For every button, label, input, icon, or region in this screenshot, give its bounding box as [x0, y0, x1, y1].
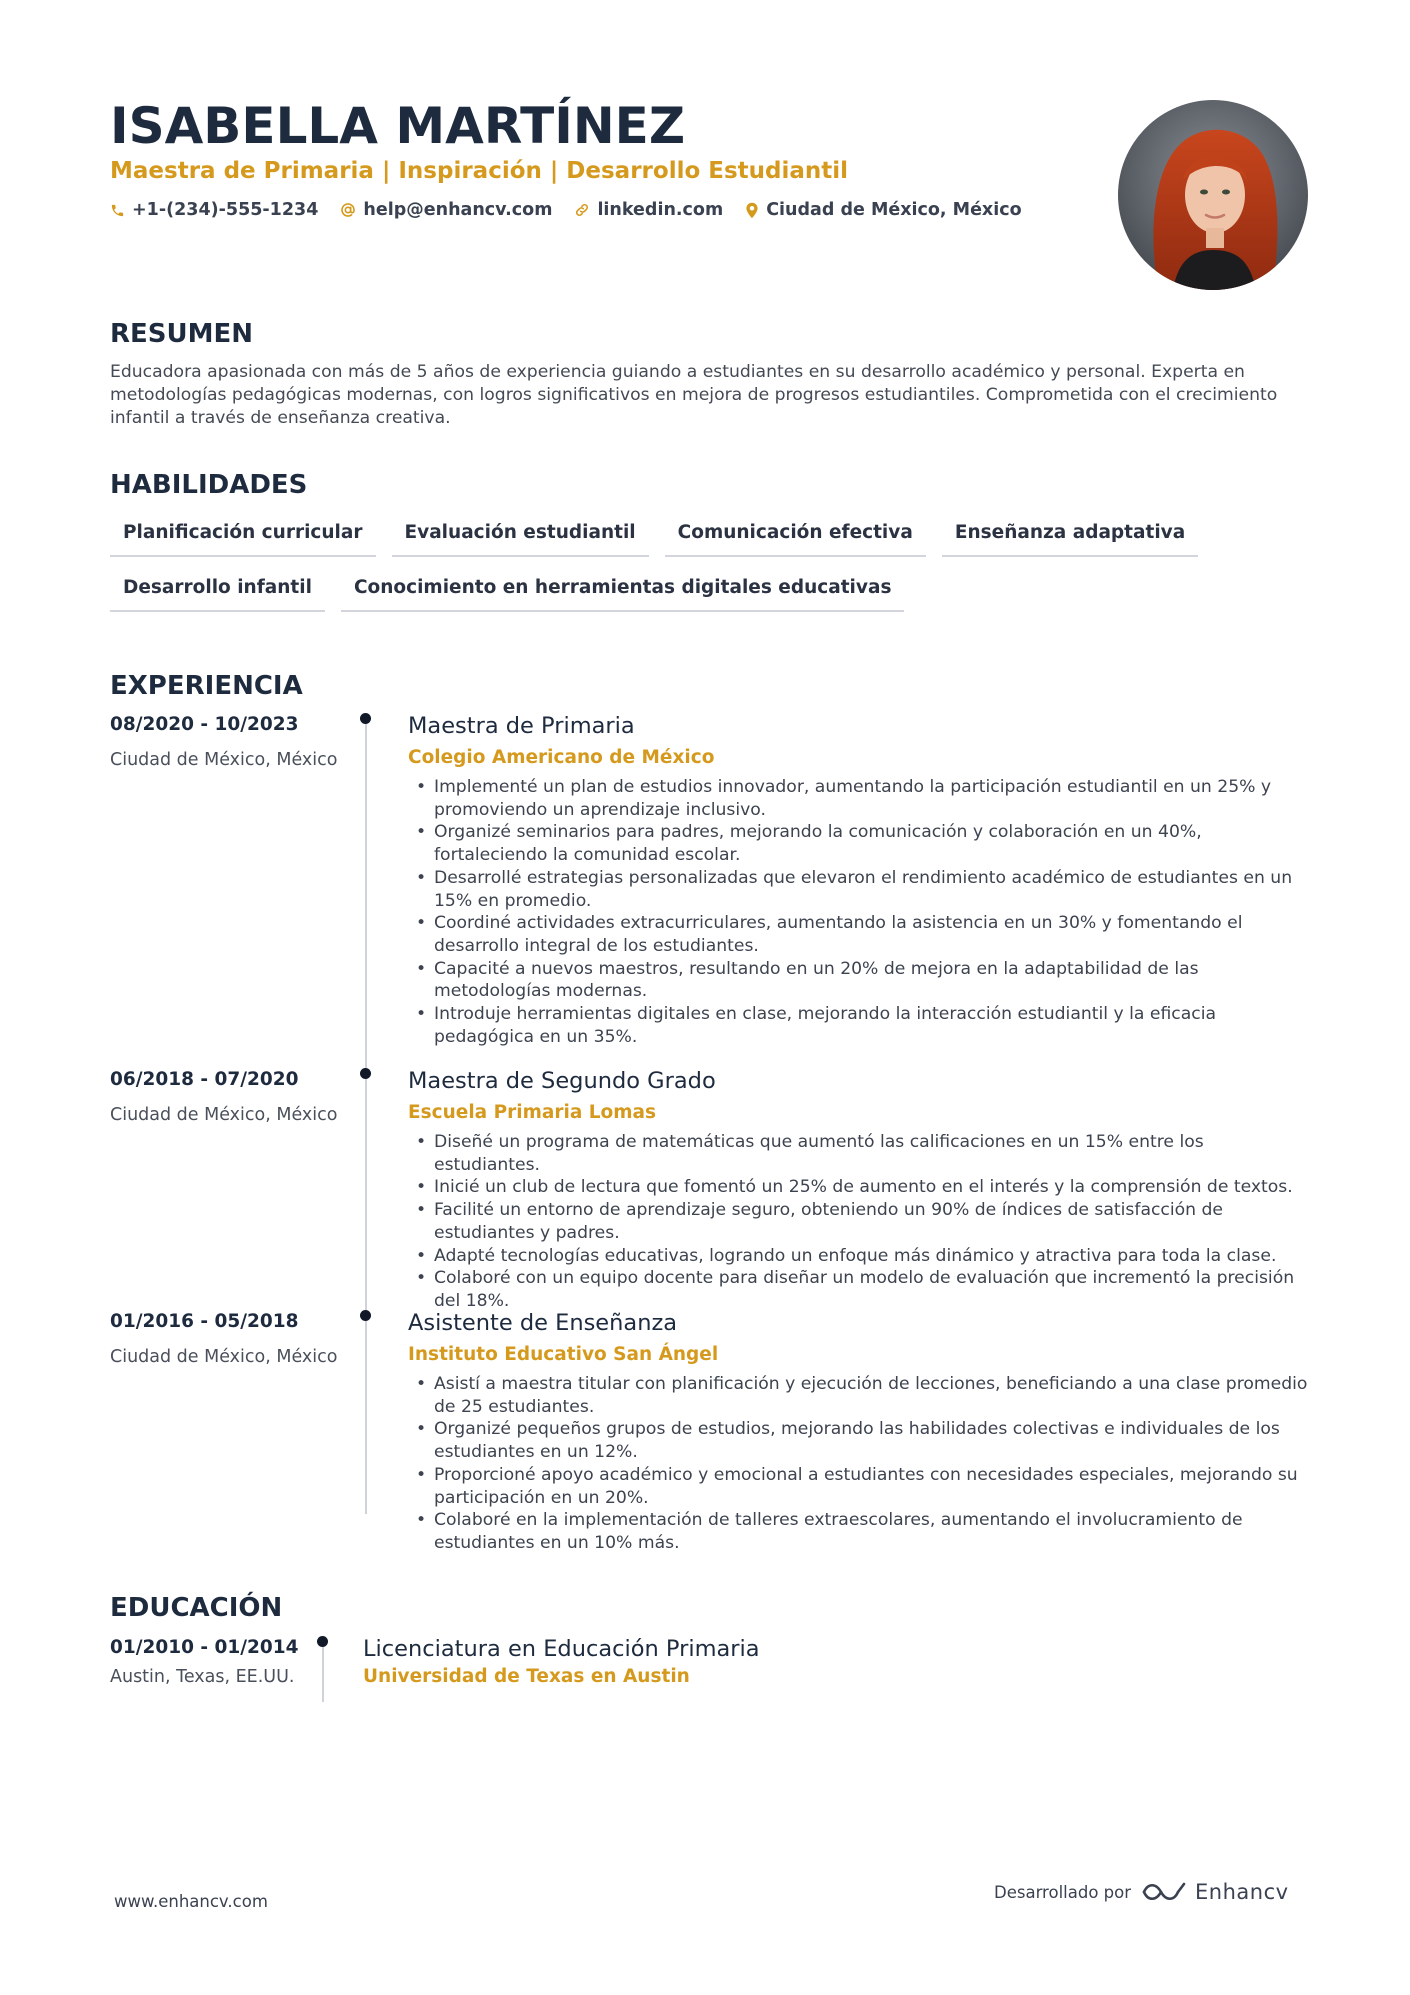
contact-email[interactable]	[340, 200, 552, 220]
skills-list	[110, 518, 1310, 628]
link-icon	[574, 202, 590, 218]
summary-text: Educadora apasionada con más de 5 años de experiencia guiando a estudiantes en su desarrollo académico y personal. Experta en metodologías pedagógicas modernas, con logros significativos en mejora de progresos estudiantiles. Comprometida con el crecimiento infantil a través de enseñanza creativa.	[110, 362, 1278, 428]
footer-powered-by: Desarrollado por	[994, 1882, 1132, 1902]
job-company: Escuela Primaria Lomas	[408, 1102, 657, 1123]
location-pin-icon	[745, 202, 759, 219]
contact-location	[745, 200, 1021, 220]
timeline-dot	[317, 1636, 328, 1647]
contact-linkedin-text: linkedin.com	[597, 200, 724, 220]
education-degree: Licenciatura en Educación Primaria	[363, 1636, 760, 1662]
job-role: Maestra de Primaria	[408, 713, 635, 739]
job-dates: 08/2020 - 10/2023	[110, 714, 299, 735]
timeline-dot	[360, 1310, 371, 1321]
footer-brand: Enhancv	[1195, 1880, 1289, 1904]
skill-tag: Conocimiento en herramientas digitales educativas	[341, 573, 905, 612]
job-bullets	[408, 776, 1313, 1048]
education-location: Austin, Texas, EE.UU.	[110, 1667, 295, 1687]
job-role: Maestra de Segundo Grado	[408, 1068, 716, 1094]
list-item: • Facilité un entorno de aprendizaje seguro, obteniendo un 90% de índices de satisfacción de estudiantes y padres.	[408, 1199, 1313, 1244]
contact-location-text: Ciudad de México, México	[766, 200, 1022, 220]
contact-bar	[110, 200, 1044, 220]
list-item: • Colaboré con un equipo docente para diseñar un modelo de evaluación que incrementó la precisión del 18%.	[408, 1267, 1313, 1312]
list-item: • Desarrollé estrategias personalizadas que elevaron el rendimiento académico de estudiantes en un 15% en promedio.	[408, 867, 1313, 912]
profile-photo	[1118, 100, 1308, 290]
contact-email-text: help@enhancv.com	[363, 200, 553, 220]
job-company: Instituto Educativo San Ángel	[408, 1344, 719, 1365]
list-item: • Capacité a nuevos maestros, resultando en un 20% de mejora en la adaptabilidad de las metodologías modernas.	[408, 958, 1313, 1003]
job-dates: 01/2016 - 05/2018	[110, 1311, 299, 1332]
summary-title: RESUMEN	[110, 319, 254, 349]
education-school: Universidad de Texas en Austin	[363, 1666, 690, 1687]
candidate-headline: Maestra de Primaria | Inspiración | Desarrollo Estudiantil	[110, 158, 849, 184]
timeline-dot	[360, 1068, 371, 1079]
skill-tag: Desarrollo infantil	[110, 573, 325, 612]
skills-title: HABILIDADES	[110, 470, 308, 500]
skill-tag: Evaluación estudiantil	[392, 518, 649, 557]
list-item: • Organizé seminarios para padres, mejorando la comunicación y colaboración en un 40%, fortaleciendo la comunidad escolar.	[408, 821, 1313, 866]
list-item: • Diseñé un programa de matemáticas que aumentó las calificaciones en un 15% entre los estudiantes.	[408, 1131, 1313, 1176]
candidate-name: ISABELLA MARTÍNEZ	[110, 97, 686, 155]
job-location: Ciudad de México, México	[110, 1105, 338, 1125]
skill-tag: Enseñanza adaptativa	[942, 518, 1198, 557]
education-dates: 01/2010 - 01/2014	[110, 1637, 299, 1658]
list-item: • Asistí a maestra titular con planificación y ejecución de lecciones, beneficiando a una clase promedio de 25 estudiantes.	[408, 1373, 1313, 1418]
enhancv-logo-icon	[1141, 1880, 1187, 1904]
job-bullets	[408, 1373, 1313, 1555]
list-item: • Adapté tecnologías educativas, logrando un enfoque más dinámico y atractiva para toda la clase.	[408, 1245, 1313, 1268]
list-item: • Colaboré en la implementación de talleres extraescolares, aumentando el involucramiento de estudiantes en un 10% más.	[408, 1509, 1313, 1554]
skill-tag: Planificación curricular	[110, 518, 376, 557]
education-timeline	[322, 1640, 324, 1702]
at-icon	[340, 202, 356, 218]
list-item: • Introduje herramientas digitales en clase, mejorando la interacción estudiantil y la eficacia pedagógica en un 35%.	[408, 1003, 1313, 1048]
list-item: • Inicié un club de lectura que fomentó un 25% de aumento en el interés y la comprensión de textos.	[408, 1176, 1313, 1199]
education-title: EDUCACIÓN	[110, 1593, 283, 1623]
experience-timeline	[365, 718, 367, 1514]
contact-linkedin[interactable]	[574, 200, 723, 220]
footer-branding	[994, 1880, 1289, 1904]
phone-icon	[110, 203, 125, 218]
list-item: • Organizé pequeños grupos de estudios, mejorando las habilidades colectivas e individuales de los estudiantes en un 12%.	[408, 1418, 1313, 1463]
job-location: Ciudad de México, México	[110, 750, 338, 770]
list-item: • Coordiné actividades extracurriculares, aumentando la asistencia en un 30% y fomentando el desarrollo integral de los estudiantes.	[408, 912, 1313, 957]
experience-title: EXPERIENCIA	[110, 671, 303, 701]
job-bullets	[408, 1131, 1313, 1313]
contact-phone-text: +1-(234)-555-1234	[132, 200, 319, 220]
contact-phone[interactable]	[110, 200, 318, 220]
list-item: • Implementé un plan de estudios innovador, aumentando la participación estudiantil en un 25% y promoviendo un aprendizaje inclusivo.	[408, 776, 1313, 821]
footer-website[interactable]: www.enhancv.com	[114, 1892, 268, 1911]
skill-tag: Comunicación efectiva	[665, 518, 926, 557]
timeline-dot	[360, 713, 371, 724]
job-location: Ciudad de México, México	[110, 1347, 338, 1367]
job-company: Colegio Americano de México	[408, 747, 715, 768]
list-item: • Proporcioné apoyo académico y emocional a estudiantes con necesidades especiales, mejorando su participación en un 20%.	[408, 1464, 1313, 1509]
job-dates: 06/2018 - 07/2020	[110, 1069, 299, 1090]
job-role: Asistente de Enseñanza	[408, 1310, 678, 1336]
